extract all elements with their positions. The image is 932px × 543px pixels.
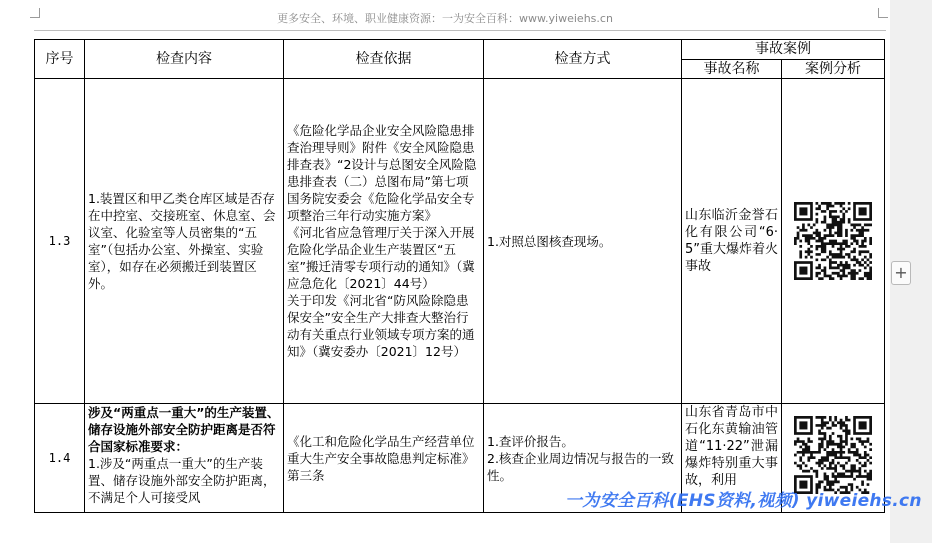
basis-text: 《河北省应急管理厅关于深入开展危险化学品企业生产装置区“五室”搬迁清零专项行动的通知》（冀应急危化〔2021〕44号） (287, 225, 475, 291)
row-case-name: 山东省青岛市中石化东黄输油管道“11·22”泄漏爆炸特别重大事故，利用 (682, 404, 782, 513)
row-seq: 1.3 (35, 79, 85, 404)
method-text: 1.查评价报告。 (487, 433, 574, 449)
row-basis (284, 79, 484, 404)
col-header-case-name: 事故名称 (682, 60, 782, 79)
basis-text: 国务院安委会《危险化学品安全专项整治三年行动实施方案》 (287, 191, 475, 223)
row-basis (284, 404, 484, 513)
col-header-case-group: 事故案例 (682, 40, 885, 60)
method-text: 1.对照总图核查现场。 (487, 233, 612, 249)
row-seq: 1.4 (35, 404, 85, 513)
col-header-seq: 序号 (35, 40, 85, 79)
basis-text: 关于印发《河北省“防风险除隐患保安全”安全生产大排查大整治行动有关重点行业领域专项方案的通知》（冀安委办〔2021〕12号） (287, 293, 475, 359)
document-header: 更多安全、环境、职业健康资源：一为安全百科：www.yiweiehs.cn (277, 12, 613, 25)
content-text: 1.涉及“两重点一重大”的生产装置、储存设施外部安全防护距离，不满足个人可接受风 (88, 456, 276, 505)
content-heading: 涉及“两重点一重大”的生产装置、储存设施外部安全防护距离是否符合国家标准要求： (88, 405, 280, 454)
row-content (85, 404, 284, 513)
basis-text: 《化工和危险化学品生产经营单位重大生产安全事故隐患判定标准》第三条 (287, 433, 475, 483)
row-case-name: 山东临沂金誉石化有限公司“6·5”重大爆炸着火事故 (682, 79, 782, 404)
inspection-table (34, 39, 885, 513)
col-header-method: 检查方式 (484, 40, 682, 79)
method-text: 2.核查企业周边情况与报告的一致性。 (487, 450, 674, 483)
row-case-analysis (782, 79, 885, 404)
content-text: 1.装置区和甲乙类仓库区域是否存在中控室、交接班室、休息室、会议室、化验室等人员密集的“五室”（包括办公室、外操室、实验室），如存在必须搬迁到装置区外。 (88, 191, 276, 291)
col-header-content: 检查内容 (85, 40, 284, 79)
col-header-case-analysis: 案例分析 (782, 60, 885, 79)
watermark: 一为安全百科(EHS资料,视频) yiweiehs.cn (565, 491, 922, 511)
qr-code-icon[interactable] (794, 416, 872, 494)
add-button[interactable]: + (891, 261, 911, 285)
qr-code-icon[interactable] (794, 202, 872, 280)
table-row (35, 79, 885, 404)
header-rule (34, 30, 886, 31)
col-header-basis: 检查依据 (284, 40, 484, 79)
row-method (484, 79, 682, 404)
basis-text: 《危险化学品企业安全风险隐患排查治理导则》附件《安全风险隐患排查表》“2设计与总图安全风险隐患排查表（二）总图布局”第七项 (287, 123, 477, 189)
row-content (85, 79, 284, 404)
header-row (35, 40, 885, 60)
